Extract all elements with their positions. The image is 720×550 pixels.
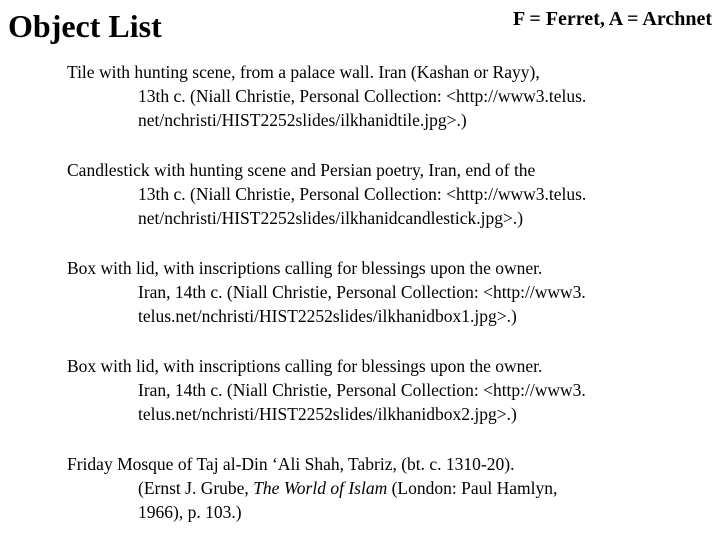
citation-publisher: (London: Paul Hamlyn, xyxy=(387,478,558,498)
list-item xyxy=(67,158,707,230)
citation-book-title: The World of Islam xyxy=(253,478,388,498)
list-item xyxy=(67,60,707,132)
entry-description: Box with lid, with inscriptions calling for blessings upon the owner. xyxy=(67,356,543,376)
entry-citation: 13th c. (Niall Christie, Personal Collection: <http://www3.telus. xyxy=(138,86,587,106)
entry-description: Friday Mosque of Taj al-Din ‘Ali Shah, Tabriz, (bt. c. 1310-20). xyxy=(67,454,515,474)
citation-author: (Ernst J. Grube, xyxy=(138,478,254,498)
entry-citation-url: net/nchristi/HIST2252slides/ilkhanidtile.jpg>.) xyxy=(138,110,467,130)
entry-citation-url: telus.net/nchristi/HIST2252slides/ilkhanidbox1.jpg>.) xyxy=(138,306,517,326)
entry-citation-url: telus.net/nchristi/HIST2252slides/ilkhanidbox2.jpg>.) xyxy=(138,404,517,424)
entry-description: Tile with hunting scene, from a palace wall. Iran (Kashan or Rayy), xyxy=(67,62,540,82)
entry-description: Box with lid, with inscriptions calling for blessings upon the owner. xyxy=(67,258,543,278)
entry-citation: Iran, 14th c. (Niall Christie, Personal Collection: <http://www3. xyxy=(138,282,586,302)
page-title: Object List xyxy=(8,8,162,44)
entry-description: Candlestick with hunting scene and Persian poetry, Iran, end of the xyxy=(67,160,536,180)
object-list xyxy=(67,60,707,550)
citation-page: 1966), p. 103.) xyxy=(138,502,242,522)
list-item xyxy=(67,256,707,328)
list-item xyxy=(67,452,707,524)
entry-citation-url: net/nchristi/HIST2252slides/ilkhanidcandlestick.jpg>.) xyxy=(138,208,524,228)
entry-citation xyxy=(67,476,707,500)
entry-citation: Iran, 14th c. (Niall Christie, Personal Collection: <http://www3. xyxy=(138,380,586,400)
entry-citation: 13th c. (Niall Christie, Personal Collection: <http://www3.telus. xyxy=(138,184,587,204)
list-item xyxy=(67,354,707,426)
source-legend: F = Ferret, A = Archnet xyxy=(512,8,712,30)
